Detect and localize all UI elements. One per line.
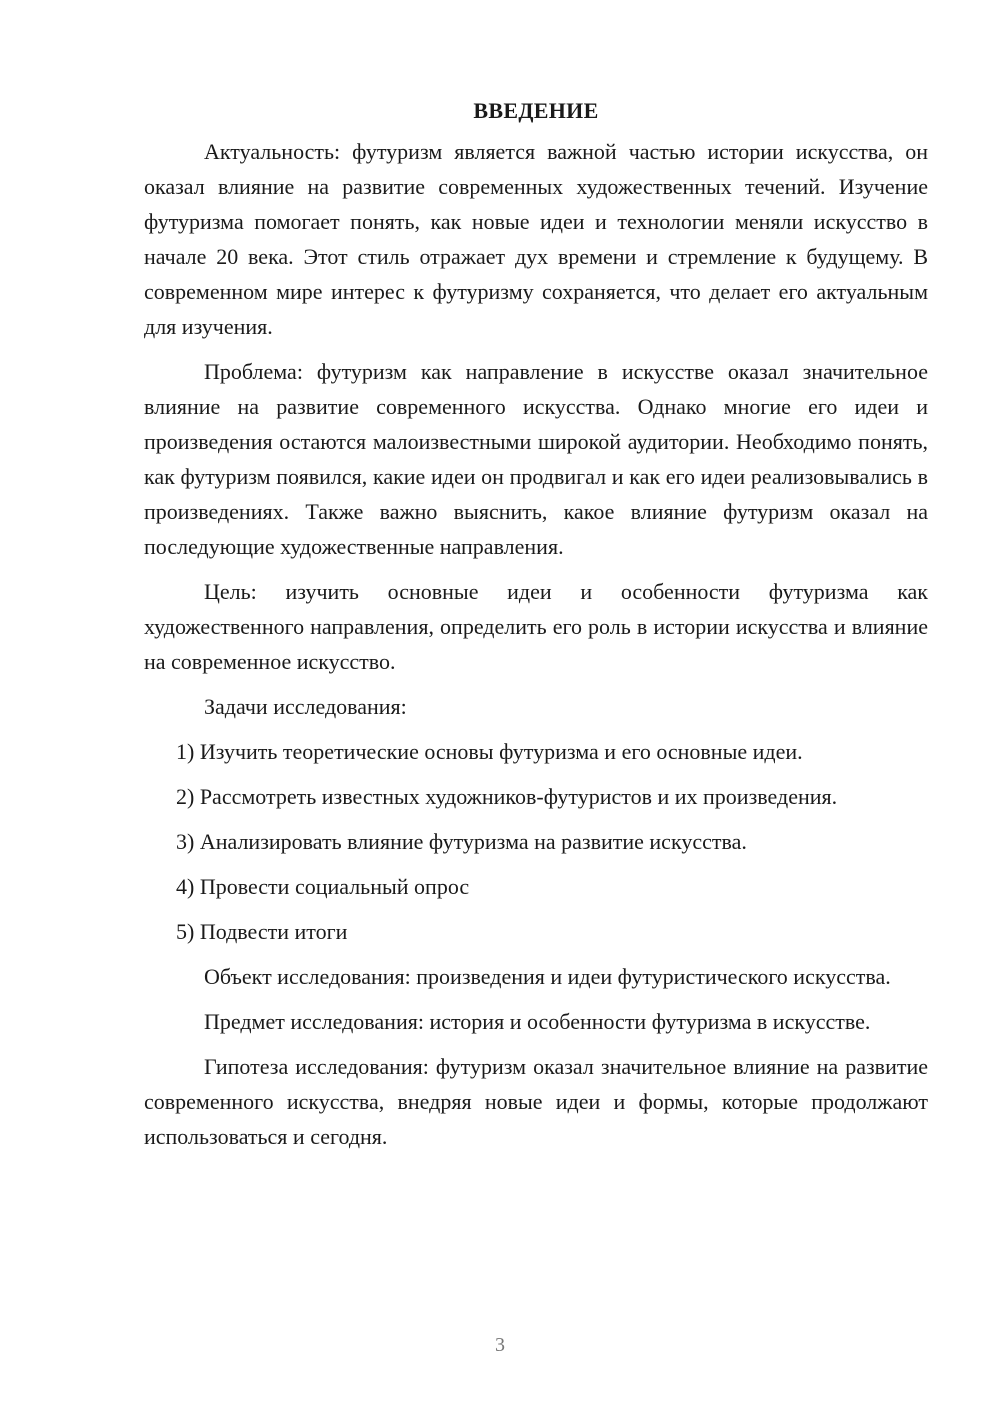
document-page	[144, 96, 928, 1164]
task-list	[144, 734, 928, 949]
list-item: 1) Изучить теоретические основы футуризма и его основные идеи.	[176, 739, 803, 764]
page-number: 3	[495, 1334, 505, 1356]
paragraph-goal: Цель: изучить основные идеи и особенности футуризма как художественного направления, определить его роль в истории искусства и влияние на современное искусство.	[144, 579, 928, 674]
paragraph-problem: Проблема: футуризм как направление в искусстве оказал значительное влияние на развитие современного искусства. Однако многие его идеи и произведения остаются малоизвестными широкой аудитории. Необходимо понять, как футуризм появился, какие идеи он продвигал и как его идеи реализовывались в произведениях. Также важно выяснить, какое влияние футуризм оказал на последующие художественные направления.	[144, 359, 928, 559]
list-item: 3) Анализировать влияние футуризма на развитие искусства.	[176, 829, 747, 854]
paragraph-subject: Предмет исследования: история и особенности футуризма в искусстве.	[204, 1009, 871, 1034]
paragraph-hypothesis: Гипотеза исследования: футуризм оказал значительное влияние на развитие современного искусства, внедряя новые идеи и формы, которые продолжают использоваться и сегодня.	[144, 1054, 928, 1149]
list-item: 2) Рассмотреть известных художников-футуристов и их произведения.	[176, 784, 838, 809]
paragraph-relevance: Актуальность: футуризм является важной частью истории искусства, он оказал влияние на развитие современных художественных течений. Изучение футуризма помогает понять, как новые идеи и технологии меняли искусство в начале 20 века. Этот стиль отражает дух времени и стремление к будущему. В современном мире интерес к футуризму сохраняется, что делает его актуальным для изучения.	[144, 139, 928, 339]
list-item: 4) Провести социальный опрос	[176, 874, 470, 899]
tasks-heading: Задачи исследования:	[204, 694, 407, 719]
page-title: ВВЕДЕНИЕ	[473, 98, 599, 123]
paragraph-object: Объект исследования: произведения и идеи футуристического искусства.	[204, 964, 891, 989]
list-item: 5) Подвести итоги	[176, 919, 348, 944]
